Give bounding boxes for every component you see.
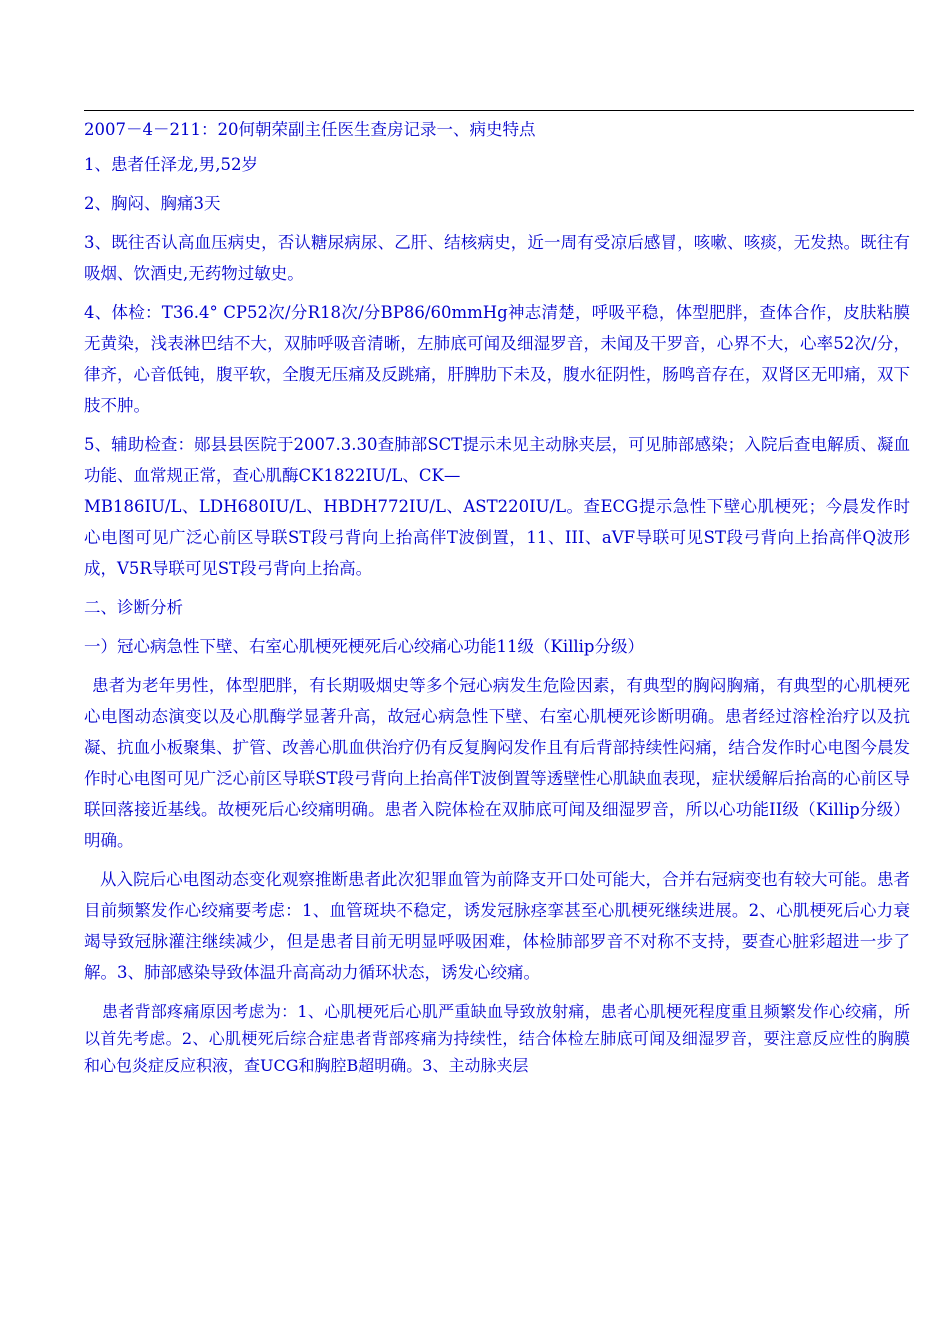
diagnosis-1-title: 一）冠心病急性下壁、右室心肌梗死梗死后心绞痛心功能11级（Killip分级） — [84, 637, 644, 656]
diagnosis-paragraph-1: 患者为老年男性，体型肥胖，有长期吸烟史等多个冠心病发生危险因素，有典型的胸闷胸痛，有典型的心肌梗死心电图动态演变以及心肌酶学显著升高，故冠心病急性下壁、右室心肌梗死诊断明确。患者经过溶栓治疗以及抗凝、抗血小板聚集、扩管、改善心肌血供治疗仍有反复胸闷发作且有后背部持续性闷痛，结合发作时心电图今晨发作时心电图可见广泛心前区导联ST段弓背向上抬高伴T波倒置等透壁性心肌缺血表现，症状缓解后抬高的心前区导联回落接近基线。故梗死后心绞痛明确。患者入院体检在双肺底可闻及细湿罗音，所以心功能II级（Killip分级）明确。 — [84, 676, 910, 850]
history-item-5-cont: MB186IU/L、LDH680IU/L、HBDH772IU/L、AST220IU/L。查ECG提示急性下壁心肌梗死；今晨发作时心电图可见广泛心前区导联ST段弓背向上抬高伴T波倒置，11、III、aVF导联可见ST段弓背向上抬高伴Q波形成，V5R导联可见ST段弓背向上抬高。 — [84, 497, 910, 578]
document-body — [84, 114, 910, 1079]
diagnosis-paragraph-2: 从入院后心电图动态变化观察推断患者此次犯罪血管为前降支开口处可能大，合并右冠病变也有较大可能。患者目前频繁发作心绞痛要考虑：1、血管斑块不稳定，诱发冠脉痉挛甚至心肌梗死继续进展。2、心肌梗死后心力衰竭导致冠脉灌注继续减少，但是患者目前无明显呼吸困难，体检肺部罗音不对称不支持，要查心脏彩超进一步了解。3、肺部感染导致体温升高高动力循环状态，诱发心绞痛。 — [84, 870, 910, 982]
diagnosis-paragraph-3: 患者背部疼痛原因考虑为：1、心肌梗死后心肌严重缺血导致放射痛，患者心肌梗死程度重且频繁发作心绞痛，所以首先考虑。2、心肌梗死后综合症患者背部疼痛为持续性，结合体检左肺底可闻及细湿罗音，要注意反应性的胸膜和心包炎症反应积液，查UCG和胸腔B超明确。3、主动脉夹层 — [84, 1002, 910, 1075]
history-item-5: 5、辅助检查：郧县县医院于2007.3.30查肺部SCT提示未见主动脉夹层，可见肺部感染；入院后查电解质、凝血功能、血常规正常，查心肌酶CK1822IU/L、CK— — [84, 435, 910, 485]
header-rule — [84, 110, 914, 111]
section-2-title: 二、诊断分析 — [84, 598, 183, 617]
history-item-2: 2、胸闷、胸痛3天 — [84, 194, 221, 213]
header-line: 2007－4－211：20何朝荣副主任医生查房记录一、病史特点 — [84, 120, 536, 139]
history-item-4: 4、体检：T36.4° CP52次/分R18次/分BP86/60mmHg神志清楚，呼吸平稳，体型肥胖，查体合作，皮肤粘膜无黄染，浅表淋巴结不大，双肺呼吸音清晰，左肺底可闻及细湿罗音，未闻及干罗音，心界不大，心率52次/分，律齐，心音低钝，腹平软，全腹无压痛及反跳痛，肝脾肋下未及，腹水征阴性，肠鸣音存在，双肾区无叩痛，双下肢不肿。 — [84, 303, 910, 415]
history-item-1: 1、患者任泽龙,男,52岁 — [84, 155, 258, 174]
history-item-3: 3、既往否认高血压病史，否认糖尿病尿、乙肝、结核病史，近一周有受凉后感冒，咳嗽、咳痰，无发热。既往有吸烟、饮酒史,无药物过敏史。 — [84, 233, 910, 283]
